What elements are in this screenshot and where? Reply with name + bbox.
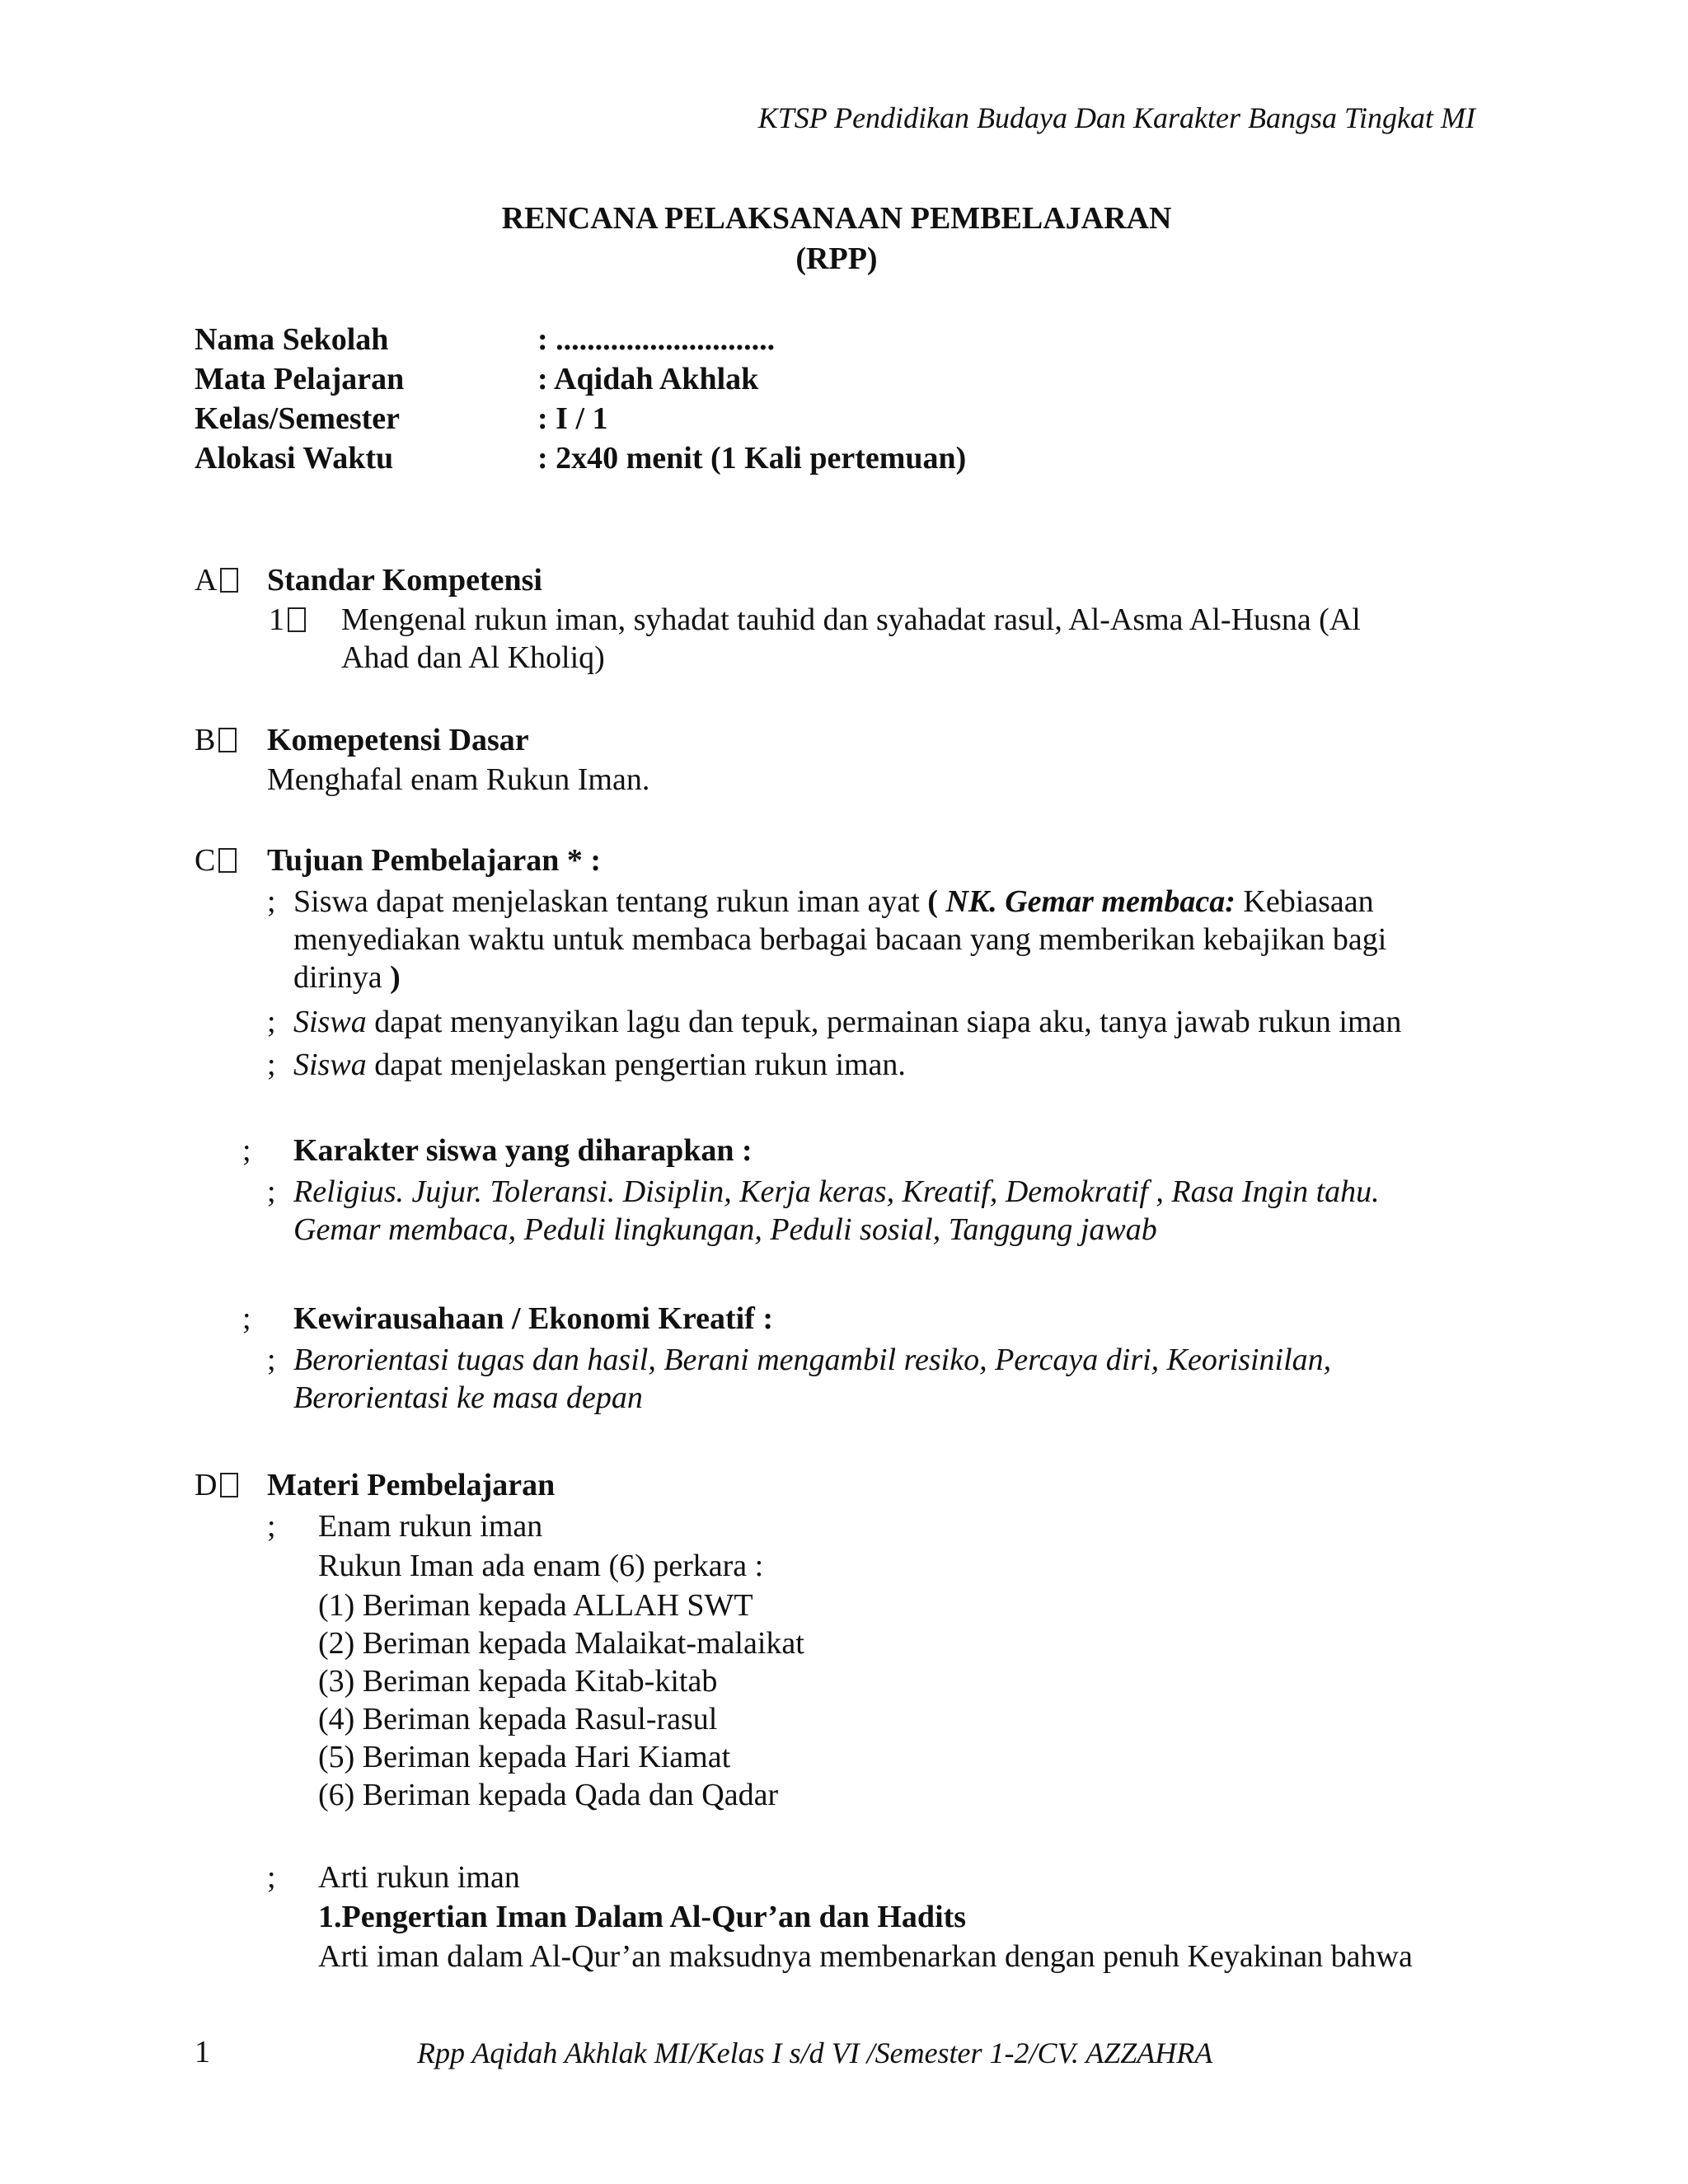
page-number: 1 [195,2035,210,2069]
materi-1-intro: Rukun Iman ada enam (6) perkara : [318,1549,764,1583]
karakter-line1: Religius. Jujur. Toleransi. Disiplin, Kerja keras, Kreatif, Demokratif , Rasa Ingin tahu. [293,1174,1380,1209]
section-b-marker [195,722,237,760]
bullet: ; [267,884,276,919]
objective-3 [293,1047,906,1085]
section-c-letter: C [195,843,216,878]
section-a-number: 1 [269,602,284,637]
materi-1-title: Enam rukun iman [318,1509,543,1544]
materi-2-heading: 1.Pengertian Iman Dalam Al-Qur’an dan Hadits [318,1900,967,1934]
bullet: ; [267,1509,276,1544]
time-label: Alokasi Waktu [195,441,394,476]
bullet: ; [267,1174,276,1209]
section-a-line1: Mengenal rukun iman, syhadat tauhid dan syahadat rasul, Al-Asma Al-Husna (Al [341,602,1361,637]
objective-1-post: Kebiasaan [1235,884,1374,919]
school-label: Nama Sekolah [195,322,389,357]
objective-2-text: dapat menyanyikan lagu dan tepuk, permainan siapa aku, tanya jawab rukun iman [366,1005,1402,1039]
objective-1-line3-text: dirinya [293,960,391,995]
kewirausahaan-title: Kewirausahaan / Ekonomi Kreatif : [293,1301,773,1336]
list-item: (4) Beriman kepada Rasul-rasul [318,1702,718,1736]
list-item: (5) Beriman kepada Hari Kiamat [318,1740,731,1774]
section-d-marker [195,1467,238,1505]
section-a-line2: Ahad dan Al Kholiq) [341,640,605,675]
objective-1-nk: NK. Gemar membaca: [945,884,1236,919]
bullet: ; [242,1133,251,1168]
objective-3-text: dapat menjelaskan pengertian rukun iman. [366,1047,906,1082]
subject-value: : Aqidah Akhlak [537,362,759,396]
bullet: ; [267,1047,276,1082]
materi-2-text: Arti iman dalam Al-Qur’an maksudnya membenarkan dengan penuh Keyakinan bahwa [318,1939,1413,1974]
bullet: ; [242,1301,251,1336]
section-b-title: Komepetensi Dasar [267,723,529,757]
section-d-letter: D [195,1468,218,1502]
objective-3-subject: Siswa [293,1047,367,1082]
checkbox-glyph-icon [218,848,237,873]
class-value: : I / 1 [537,401,608,436]
objective-1-line2: menyediakan waktu untuk membaca berbagai bacaan yang memberikan kebajikan bagi [293,922,1387,957]
checkbox-glyph-icon [218,728,237,752]
objective-1-line1 [293,883,1374,921]
list-item: (2) Beriman kepada Malaikat-malaikat [318,1626,804,1661]
section-b-text: Menghafal enam Rukun Iman. [267,762,650,797]
list-item: (1) Beriman kepada ALLAH SWT [318,1588,753,1623]
document-subtitle: (RPP) [795,241,878,276]
section-b-letter: B [195,723,216,757]
section-c-marker [195,842,237,880]
checkbox-glyph-icon [288,607,306,632]
objective-1-open: ( [927,884,946,919]
section-c-title: Tujuan Pembelajaran * : [267,843,602,878]
list-item: (6) Beriman kepada Qada dan Qadar [318,1778,779,1812]
section-a-title: Standar Kompetensi [267,563,542,598]
objective-2-subject: Siswa [293,1005,367,1039]
subject-label: Mata Pelajaran [195,362,405,396]
section-a-letter: A [195,563,218,598]
section-d-title: Materi Pembelajaran [267,1468,556,1502]
page-header: KTSP Pendidikan Budaya Dan Karakter Bangsa Tingkat MI [757,101,1475,134]
materi-2-title: Arti rukun iman [318,1860,520,1895]
page-footer: Rpp Aqidah Akhlak MI/Kelas I s/d VI /Semester 1-2/CV. AZZAHRA [417,2036,1213,2069]
time-value: : 2x40 menit (1 Kali pertemuan) [537,441,967,476]
bullet: ; [267,1343,276,1377]
objective-1-pre: Siswa dapat menjelaskan tentang rukun iman ayat [293,884,928,919]
bullet: ; [267,1005,276,1039]
section-a-number-marker [269,602,306,640]
objective-1-line3 [293,959,401,997]
objective-1-close: ) [390,960,401,995]
section-a-marker [195,562,238,600]
karakter-title: Karakter siswa yang diharapkan : [293,1133,753,1168]
document-title: RENCANA PELAKSANAAN PEMBELAJARAN [501,201,1172,236]
kewirausahaan-line1: Berorientasi tugas dan hasil, Berani mengambil resiko, Percaya diri, Keorisinilan, [293,1343,1332,1377]
school-value: : ............................ [537,322,776,357]
bullet: ; [267,1860,276,1895]
objective-2 [293,1004,1401,1042]
kewirausahaan-line2: Berorientasi ke masa depan [293,1380,643,1415]
karakter-line2: Gemar membaca, Peduli lingkungan, Peduli sosial, Tanggung jawab [293,1212,1157,1247]
class-label: Kelas/Semester [195,401,401,436]
list-item: (3) Beriman kepada Kitab-kitab [318,1664,718,1699]
checkbox-glyph-icon [220,1473,238,1497]
checkbox-glyph-icon [220,568,238,593]
